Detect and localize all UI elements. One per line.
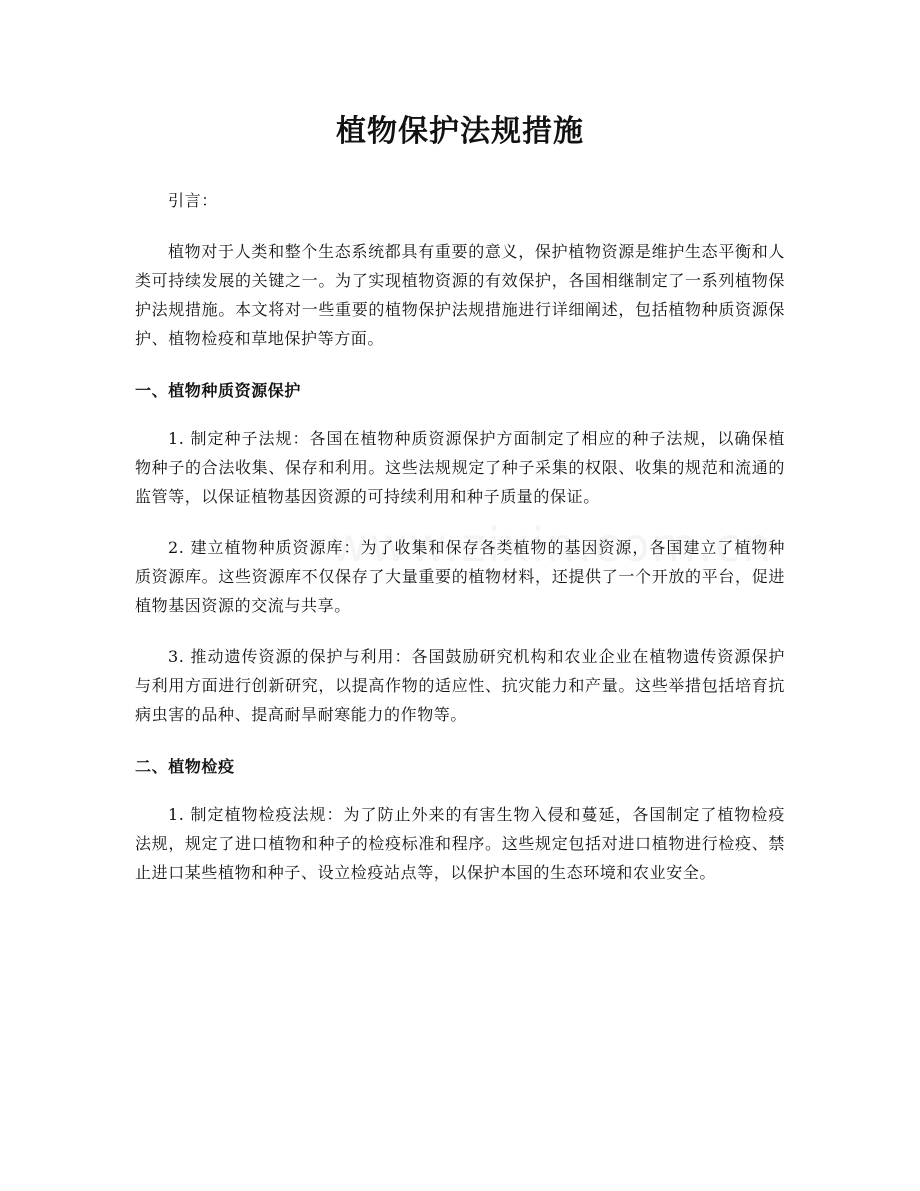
intro-paragraph: 植物对于人类和整个生态系统都具有重要的意义，保护植物资源是维护生态平衡和人类可持续发展的关键之一。为了实现植物资源的有效保护，各国相继制定了一系列植物保护法规措施。本文将对一些重要的植物保护法规措施进行详细阐述，包括植物种质资源保护、植物检疫和草地保护等方面。 (135, 242, 785, 348)
quarantine-paragraph-1: 1. 制定植物检疫法规：为了防止外来的有害生物入侵和蔓延，各国制定了植物检疫法规，规定了进口植物和种子的检疫标准和程序。这些规定包括对进口植物进行检疫、禁止进口某些植物和种子、设立检疫站点等，以保护本国的生态环境和农业安全。 (135, 805, 785, 882)
intro-label: 引言： (168, 191, 218, 210)
document-title: 植物保护法规措施 (336, 114, 584, 149)
section-heading-quarantine: 二、植物检疫 (135, 757, 235, 776)
section-heading-germplasm: 一、植物种质资源保护 (135, 381, 302, 400)
germplasm-paragraph-1: 1. 制定种子法规：各国在植物种质资源保护方面制定了相应的种子法规，以确保植物种子的合法收集、保存和利用。这些法规规定了种子采集的权限、收集的规范和流通的监管等，以保证植物基因资源的可持续利用和种子质量的保证。 (135, 429, 785, 506)
germplasm-paragraph-2: 2. 建立植物种质资源库：为了收集和保存各类植物的基因资源，各国建立了植物种质资源库。这些资源库不仅保存了大量重要的植物材料，还提供了一个开放的平台，促进植物基因资源的交流与共享。 (135, 538, 785, 615)
germplasm-paragraph-3: 3. 推动遗传资源的保护与利用：各国鼓励研究机构和农业企业在植物遗传资源保护与利用方面进行创新研究，以提高作物的适应性、抗灾能力和产量。这些举措包括培育抗病虫害的品种、提高耐旱耐寒能力的作物等。 (135, 647, 785, 724)
document-content (135, 108, 785, 887)
